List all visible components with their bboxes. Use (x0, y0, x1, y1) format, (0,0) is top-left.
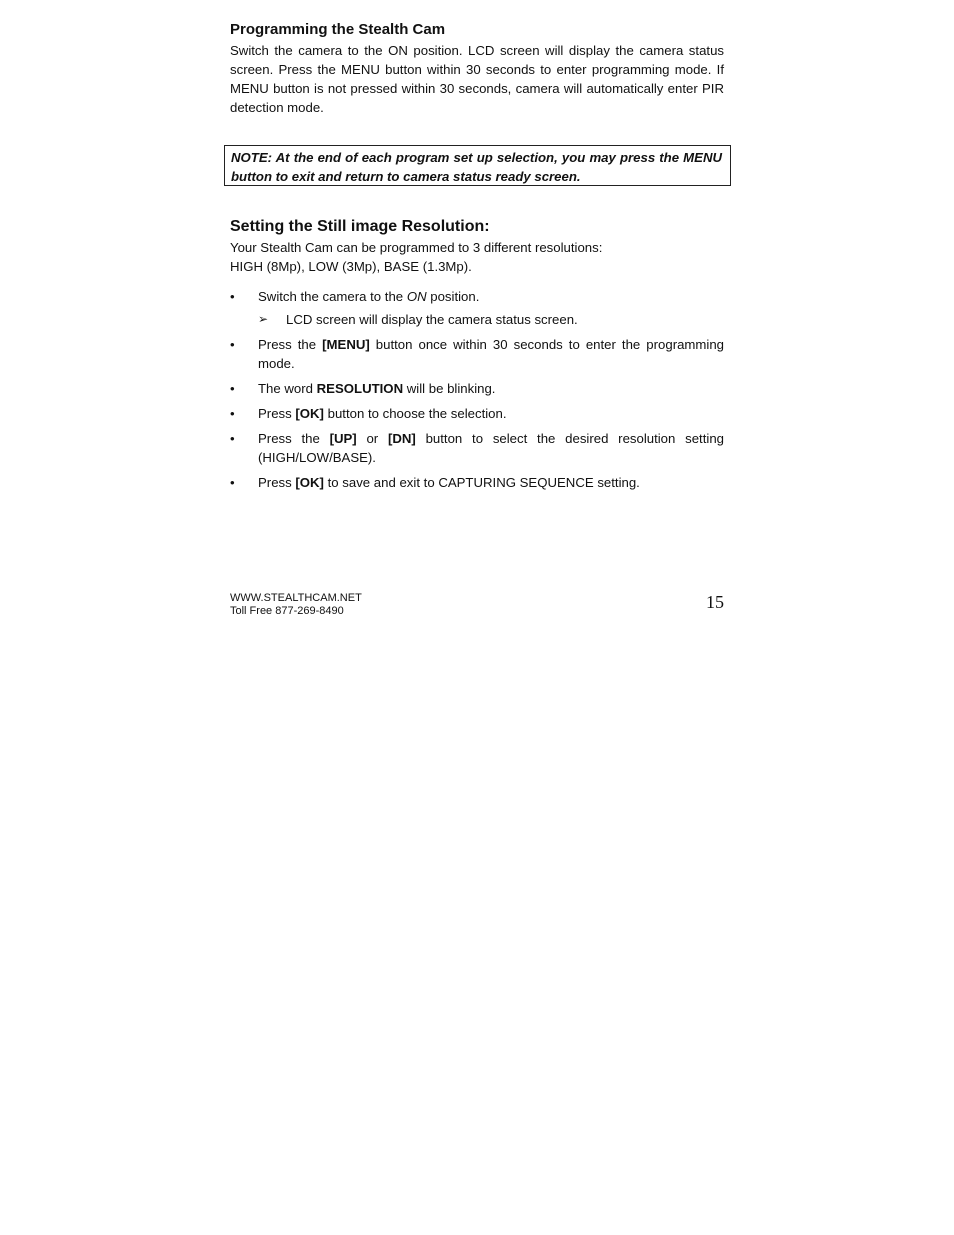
section-title: Setting the Still image Resolution: (230, 218, 490, 235)
note-box (224, 145, 731, 186)
list-item: • Press [OK] to save and exit to CAPTURING SEQUENCE setting. (230, 475, 640, 490)
bullet-icon: • (230, 475, 235, 490)
list-item: • The word RESOLUTION will be blinking. (230, 381, 496, 396)
footer-phone: Toll Free 877-269-8490 (230, 604, 344, 617)
bullet-icon: • (230, 406, 235, 421)
sub-list-item: ➢ LCD screen will display the camera status screen. (258, 312, 578, 327)
page-number: 15 (706, 592, 724, 612)
arrow-bullet-icon: ➢ (258, 312, 269, 326)
bullet-icon: • (230, 289, 235, 304)
list-item: • Switch the camera to the ON position. ➢ LCD screen will display the camera status screen. (230, 287, 724, 329)
bullet-icon: • (230, 431, 235, 446)
bullet-icon: • (230, 337, 235, 352)
bullet-icon: • (230, 381, 235, 396)
intro-paragraph: Switch the camera to the ON position. LCD screen will display the camera status screen. Press the MENU button within 30 seconds to enter programming mode. If MENU button is not pressed within 30 seconds, camera will automatically enter PIR detection mode. (230, 43, 724, 115)
section-description (230, 238, 724, 276)
footer-website: WWW.STEALTHCAM.NET (230, 592, 362, 604)
note-text: NOTE: At the end of each program set up selection, you may press the MENU button to exit and return to camera status ready screen. (231, 150, 722, 184)
list-item: • Press the [UP] or [DN] button to select the desired resolution setting (HIGH/LOW/BASE). (230, 431, 724, 465)
footer-contact (230, 592, 362, 617)
instruction-list (230, 287, 724, 498)
page-heading: Programming the Stealth Cam (230, 21, 446, 38)
list-item: • Press [OK] button to choose the selection. (230, 406, 507, 421)
list-item: • Press the [MENU] button once within 30 seconds to enter the programming mode. (230, 337, 724, 371)
section-line-1: Your Stealth Cam can be programmed to 3 different resolutions: (230, 240, 603, 255)
section-line-2: HIGH (8Mp), LOW (3Mp), BASE (1.3Mp). (230, 259, 472, 274)
